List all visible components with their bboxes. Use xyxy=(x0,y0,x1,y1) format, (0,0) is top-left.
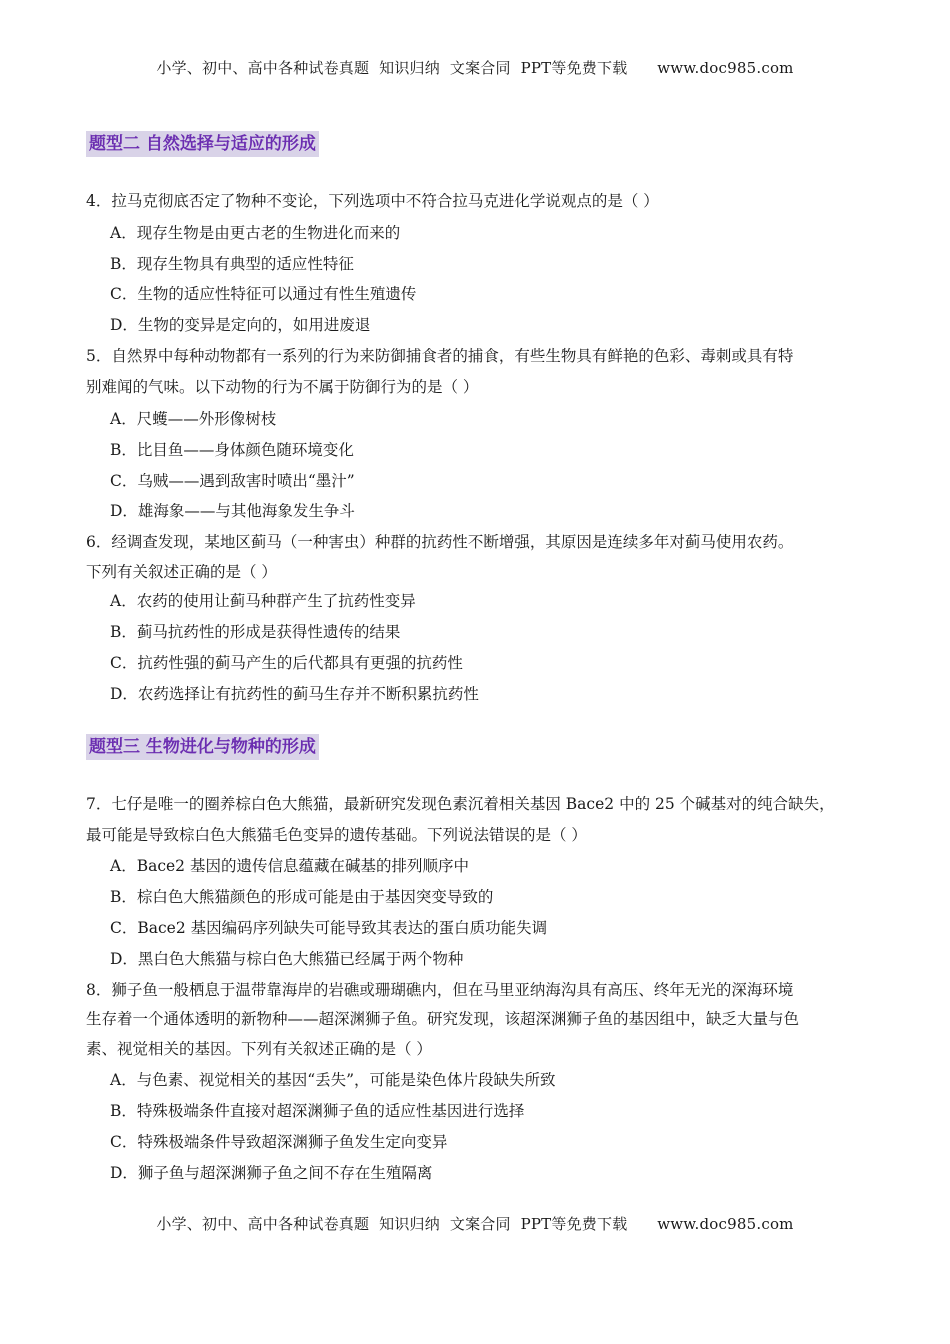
question-4-option-b: B．现存生物具有典型的适应性特征 xyxy=(110,255,354,273)
question-5-option-c: C．乌贼——遇到敌害时喷出“墨汁” xyxy=(110,472,355,490)
question-7-option-c: C．Bace2 基因编码序列缺失可能导致其表达的蛋白质功能失调 xyxy=(110,919,548,937)
question-6-stem-line-1: 6．经调查发现，某地区蓟马（一种害虫）种群的抗药性不断增强，其原因是连续多年对蓟马使用农药。 xyxy=(86,533,794,551)
question-7-stem-line-1: 7．七仔是唯一的圈养棕白色大熊猫，最新研究发现色素沉着相关基因 Bace2 中的 25 个碱基对的纯合缺失， xyxy=(86,795,835,813)
question-7-option-d: D．黑白色大熊猫与棕白色大熊猫已经属于两个物种 xyxy=(110,950,464,968)
question-6-option-d: D．农药选择让有抗药性的蓟马生存并不断积累抗药性 xyxy=(110,685,479,703)
section-title-type-2: 题型二 自然选择与适应的形成 xyxy=(86,131,319,157)
question-7-option-a: A．Bace2 基因的遗传信息蕴藏在碱基的排列顺序中 xyxy=(110,857,469,875)
question-5-option-b: B．比目鱼——身体颜色随环境变化 xyxy=(110,441,354,459)
page-footer: 小学、初中、高中各种试卷真题 知识归纳 文案合同 PPT等免费下载 www.doc985.com xyxy=(156,1215,794,1233)
question-4-option-c: C．生物的适应性特征可以通过有性生殖遗传 xyxy=(110,285,417,303)
question-4-stem: 4．拉马克彻底否定了物种不变论，下列选项中不符合拉马克进化学说观点的是（ ） xyxy=(86,192,659,210)
question-8-stem-line-1: 8．狮子鱼一般栖息于温带靠海岸的岩礁或珊瑚礁内，但在马里亚纳海沟具有高压、终年无光的深海环境 xyxy=(86,981,794,999)
question-8-option-c: C．特殊极端条件导致超深渊狮子鱼发生定向变异 xyxy=(110,1133,448,1151)
question-7-option-b: B．棕白色大熊猫颜色的形成可能是由于基因突变导致的 xyxy=(110,888,494,906)
question-6-option-a: A．农药的使用让蓟马种群产生了抗药性变异 xyxy=(110,592,416,610)
question-8-option-a: A．与色素、视觉相关的基因“丢失”，可能是染色体片段缺失所致 xyxy=(110,1071,556,1089)
question-6-stem-line-2: 下列有关叙述正确的是（ ） xyxy=(86,563,277,581)
question-6-option-b: B．蓟马抗药性的形成是获得性遗传的结果 xyxy=(110,623,401,641)
question-8-stem-line-3: 素、视觉相关的基因。下列有关叙述正确的是（ ） xyxy=(86,1040,432,1058)
question-5-option-a: A．尺蠖——外形像树枝 xyxy=(110,410,277,428)
section-title-type-3: 题型三 生物进化与物种的形成 xyxy=(86,734,319,760)
question-6-option-c: C．抗药性强的蓟马产生的后代都具有更强的抗药性 xyxy=(110,654,463,672)
question-5-option-d: D．雄海象——与其他海象发生争斗 xyxy=(110,502,355,520)
question-8-option-d: D．狮子鱼与超深渊狮子鱼之间不存在生殖隔离 xyxy=(110,1164,433,1182)
question-4-option-d: D．生物的变异是定向的，如用进废退 xyxy=(110,316,371,334)
question-8-option-b: B．特殊极端条件直接对超深渊狮子鱼的适应性基因进行选择 xyxy=(110,1102,525,1120)
question-8-stem-line-2: 生存着一个通体透明的新物种——超深渊狮子鱼。研究发现，该超深渊狮子鱼的基因组中，缺乏大量与色 xyxy=(86,1010,800,1028)
question-7-stem-line-2: 最可能是导致棕白色大熊猫毛色变异的遗传基础。下列说法错误的是（ ） xyxy=(86,826,587,844)
question-5-stem-line-2: 别难闻的气味。以下动物的行为不属于防御行为的是（ ） xyxy=(86,378,479,396)
question-5-stem-line-1: 5．自然界中每种动物都有一系列的行为来防御捕食者的捕食，有些生物具有鲜艳的色彩、毒刺或具有特 xyxy=(86,347,794,365)
page-header: 小学、初中、高中各种试卷真题 知识归纳 文案合同 PPT等免费下载 www.doc985.com xyxy=(156,59,794,77)
question-4-option-a: A．现存生物是由更古老的生物进化而来的 xyxy=(110,224,401,242)
